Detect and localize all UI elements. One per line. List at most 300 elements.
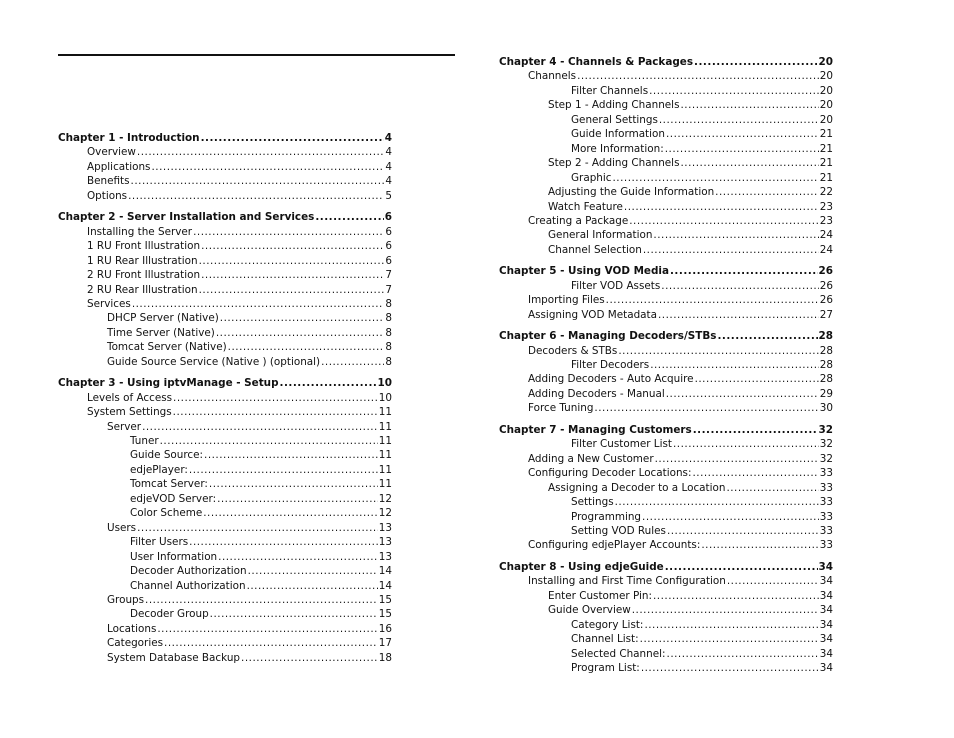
toc-page-number: 11 — [378, 406, 392, 419]
toc-page-number: 33 — [819, 510, 833, 523]
toc-entry-label: Channel Authorization — [130, 579, 246, 592]
dot-leader — [666, 127, 819, 141]
dot-leader — [209, 477, 378, 491]
toc-entry[interactable] — [571, 524, 833, 538]
dot-leader — [665, 560, 818, 574]
toc-entry[interactable] — [130, 579, 392, 593]
toc-entry-label: Program List: — [571, 662, 640, 674]
toc-entry-label: Applications — [87, 160, 151, 173]
dot-leader — [145, 593, 378, 607]
toc-page-number: 23 — [819, 214, 833, 227]
toc-entry[interactable] — [571, 142, 833, 156]
dot-leader — [650, 358, 819, 372]
toc-entry-label: Decoder Authorization — [130, 565, 247, 578]
toc-entry-label: Creating a Package — [528, 214, 629, 227]
dot-leader — [216, 326, 385, 340]
toc-entry[interactable] — [107, 340, 392, 354]
dot-leader — [189, 463, 378, 477]
toc-page-number: 8 — [385, 312, 392, 325]
dot-leader — [201, 239, 384, 253]
toc-entry-label: Settings — [571, 496, 614, 509]
toc-page-number: 6 — [385, 225, 392, 238]
toc-page-number: 11 — [378, 463, 392, 476]
toc-entry[interactable] — [548, 481, 833, 495]
dot-leader — [655, 452, 819, 466]
toc-entry[interactable] — [107, 622, 392, 636]
toc-entry[interactable] — [548, 603, 833, 617]
dot-leader — [681, 156, 819, 170]
toc-entry-label: Guide Information — [571, 128, 665, 141]
dot-leader — [131, 174, 385, 188]
dot-leader — [666, 387, 819, 401]
toc-entry-label: Chapter 7 - Managing Customers — [499, 423, 692, 436]
dot-leader — [667, 647, 819, 661]
toc-entry-label: Decoder Group — [130, 608, 209, 621]
toc-entry-label: 2 RU Front Illustration — [87, 269, 201, 282]
toc-page-number: 15 — [378, 593, 392, 606]
toc-page-number: 20 — [819, 113, 833, 126]
toc-entry[interactable] — [571, 84, 833, 98]
toc-entry[interactable] — [130, 506, 392, 520]
toc-page-number: 34 — [819, 647, 833, 660]
toc-entry[interactable] — [571, 171, 833, 185]
toc-page-number: 33 — [819, 467, 833, 480]
toc-entry-label: Filter Customer List — [571, 438, 672, 451]
toc-entry-label: Configuring edjePlayer Accounts: — [528, 539, 701, 552]
toc-entry-label: Force Tuning — [528, 402, 594, 415]
toc-entry-label: Chapter 4 - Channels & Packages — [499, 56, 694, 68]
dot-leader — [128, 189, 384, 203]
toc-entry[interactable] — [107, 311, 392, 325]
toc-entry-label: Adjusting the Guide Information — [548, 186, 715, 199]
toc-page-number: 30 — [819, 402, 833, 415]
toc-entry[interactable] — [107, 636, 392, 650]
toc-entry-label: Chapter 8 - Using edjeGuide — [499, 560, 664, 573]
toc-entry-label: Chapter 1 - Introduction — [58, 132, 200, 144]
dot-leader — [653, 589, 819, 603]
toc-entry[interactable] — [107, 521, 392, 535]
toc-entry[interactable] — [87, 225, 392, 239]
dot-leader — [203, 506, 378, 520]
toc-page-number: 13 — [378, 536, 392, 549]
toc-page-number: 8 — [385, 341, 392, 354]
dot-leader — [726, 481, 818, 495]
toc-page-number: 29 — [819, 387, 833, 400]
toc-entry[interactable] — [87, 189, 392, 203]
dot-leader — [204, 448, 378, 462]
dot-leader — [241, 651, 378, 665]
dot-leader — [624, 200, 819, 214]
dot-leader — [615, 495, 819, 509]
toc-entry[interactable] — [107, 326, 392, 340]
toc-entry[interactable] — [87, 268, 392, 282]
dot-leader — [315, 210, 383, 224]
toc-entry[interactable] — [107, 651, 392, 665]
dot-leader — [173, 391, 378, 405]
toc-page-number: 32 — [819, 452, 833, 465]
toc-entry-label: Overview — [87, 146, 136, 159]
dot-leader — [247, 579, 378, 593]
toc-entry-label: Chapter 5 - Using VOD Media — [499, 265, 669, 278]
toc-page-number: 10 — [377, 377, 392, 390]
toc-entry[interactable] — [107, 420, 392, 434]
toc-page-number: 8 — [385, 355, 392, 368]
toc-entry-label: Tomcat Server: — [130, 478, 208, 491]
toc-entry[interactable] — [130, 550, 392, 564]
toc-page-number: 33 — [819, 481, 833, 494]
toc-entry-label: General Settings — [571, 113, 658, 126]
toc-entry[interactable] — [528, 308, 833, 322]
toc-entry-label: Users — [107, 521, 137, 534]
dot-leader — [717, 329, 817, 343]
toc-page-number: 18 — [378, 651, 392, 664]
toc-entry-label: Tuner — [130, 435, 159, 447]
toc-page-number: 20 — [819, 99, 833, 112]
toc-entry[interactable] — [130, 477, 392, 491]
page-title — [58, 53, 455, 56]
toc-entry-label: Filter Channels — [571, 84, 649, 97]
toc-entry-label: 2 RU Rear Illustration — [87, 283, 198, 296]
toc-page-number: 20 — [819, 70, 833, 83]
toc-entry-label: Guide Overview — [548, 604, 631, 617]
toc-entry-label: System Settings — [87, 406, 172, 419]
toc-entry-label: Adding Decoders - Manual — [528, 387, 665, 400]
toc-entry-label: Locations — [107, 622, 157, 635]
dot-leader — [681, 98, 819, 112]
toc-entry[interactable] — [130, 463, 392, 477]
toc-entry[interactable] — [528, 372, 833, 386]
toc-entry[interactable] — [528, 69, 833, 83]
toc-entry[interactable] — [130, 492, 392, 506]
toc-page-number: 21 — [819, 171, 833, 184]
toc-entry-label: Configuring Decoder Locations: — [528, 467, 692, 480]
dot-leader — [643, 243, 819, 257]
toc-page-number: 6 — [384, 211, 392, 224]
toc-entry[interactable] — [130, 564, 392, 578]
dot-leader — [218, 550, 378, 564]
dot-leader — [653, 228, 818, 242]
toc-entry-label: Categories — [107, 637, 164, 650]
dot-leader — [659, 113, 819, 127]
toc-page-number: 20 — [818, 56, 833, 68]
dot-leader — [642, 510, 819, 524]
toc-page-number: 4 — [385, 160, 392, 173]
toc-entry[interactable] — [107, 593, 392, 607]
toc-page-number: 10 — [378, 391, 392, 404]
toc-page-number: 16 — [378, 622, 392, 635]
dot-leader — [132, 297, 385, 311]
dot-leader — [220, 311, 385, 325]
toc-entry[interactable] — [571, 437, 833, 451]
toc-page-number: 6 — [385, 240, 392, 253]
toc-entry-label: Server — [107, 420, 142, 433]
toc-page-number: 24 — [819, 229, 833, 242]
toc-entry[interactable] — [130, 434, 392, 448]
toc-entry-label: Installing the Server — [87, 225, 193, 238]
toc-entry-label: Groups — [107, 593, 145, 606]
toc-entry[interactable] — [571, 127, 833, 141]
dot-leader — [199, 283, 385, 297]
toc-entry[interactable] — [571, 661, 833, 675]
toc-entry-label: Step 1 - Adding Channels — [548, 99, 680, 112]
dot-leader — [151, 160, 384, 174]
toc-page-number: 8 — [385, 297, 392, 310]
dot-leader — [692, 466, 818, 480]
toc-page-number: 26 — [819, 294, 833, 307]
toc-entry-label: Levels of Access — [87, 391, 173, 404]
toc-page-number: 28 — [819, 373, 833, 386]
toc-entry[interactable] — [528, 538, 833, 552]
dot-leader — [693, 423, 818, 437]
toc-entry[interactable] — [528, 452, 833, 466]
toc-page-number: 34 — [819, 575, 833, 588]
toc-page-number: 21 — [819, 142, 833, 155]
dot-leader — [201, 131, 384, 145]
dot-leader — [640, 632, 819, 646]
toc-entry[interactable] — [548, 98, 833, 112]
toc-entry[interactable] — [571, 510, 833, 524]
toc-entry-label: Time Server (Native) — [107, 326, 215, 339]
toc-entry[interactable] — [548, 185, 833, 199]
toc-entry-label: Channel List: — [571, 633, 639, 646]
toc-entry-label: Services — [87, 297, 131, 310]
toc-entry[interactable] — [548, 243, 833, 257]
toc-entry-label: Chapter 2 - Server Installation and Services — [58, 211, 315, 224]
toc-entry[interactable] — [87, 254, 392, 268]
dot-leader — [727, 574, 819, 588]
toc-entry-label: Chapter 3 - Using iptvManage - Setup — [58, 377, 279, 390]
toc-entry[interactable] — [130, 448, 392, 462]
toc-entry[interactable] — [548, 156, 833, 170]
dot-leader — [189, 535, 378, 549]
dot-leader — [606, 293, 819, 307]
dot-leader — [594, 401, 818, 415]
toc-entry-label: Step 2 - Adding Channels — [548, 157, 680, 170]
toc-page-number: 14 — [378, 565, 392, 578]
toc-entry-label: Assigning VOD Metadata — [528, 308, 657, 321]
toc-page-number: 11 — [378, 435, 392, 447]
toc-entry-label: Importing Files — [528, 294, 605, 307]
toc-page-number: 4 — [385, 146, 392, 159]
toc-page-number: 32 — [818, 423, 833, 436]
toc-page-number: 17 — [378, 637, 392, 650]
dot-leader — [641, 661, 819, 675]
toc-entry-label: Options — [87, 189, 128, 202]
toc-page-number: 33 — [819, 539, 833, 552]
toc-chapter-entry[interactable] — [58, 210, 392, 224]
dot-leader — [210, 607, 378, 621]
toc-page-number: 7 — [385, 283, 392, 296]
dot-leader — [142, 420, 378, 434]
toc-page-number: 34 — [819, 604, 833, 617]
dot-leader — [673, 437, 819, 451]
dot-leader — [280, 376, 377, 390]
toc-page-number: 33 — [819, 524, 833, 537]
toc-page-number: 27 — [819, 308, 833, 321]
toc-entry-label: More Information: — [571, 142, 664, 155]
toc-chapter-entry[interactable] — [499, 423, 833, 437]
toc-page-number: 4 — [385, 175, 392, 188]
toc-entry-label: 1 RU Rear Illustration — [87, 254, 198, 267]
dot-leader — [667, 524, 819, 538]
toc-entry[interactable] — [528, 293, 833, 307]
dot-leader — [160, 434, 378, 448]
toc-page-number: 28 — [818, 330, 833, 343]
dot-leader — [193, 225, 384, 239]
dot-leader — [644, 618, 818, 632]
toc-page-number: 4 — [384, 132, 392, 144]
dot-leader — [658, 308, 819, 322]
toc-entry[interactable] — [87, 174, 392, 188]
toc-page-number: 28 — [819, 359, 833, 371]
toc-entry[interactable] — [130, 535, 392, 549]
toc-chapter-entry[interactable] — [58, 131, 392, 145]
toc-page-number: 33 — [819, 496, 833, 509]
toc-entry-label: Benefits — [87, 175, 130, 188]
toc-page-number: 26 — [818, 265, 833, 278]
toc-entry-label: Programming — [571, 510, 642, 523]
toc-chapter-entry[interactable] — [499, 560, 833, 574]
toc-entry-label: Graphic — [571, 171, 612, 184]
toc-page-number: 34 — [819, 633, 833, 646]
dot-leader — [701, 538, 818, 552]
toc-page-number: 15 — [378, 608, 392, 621]
toc-entry[interactable] — [87, 145, 392, 159]
toc-page-number: 14 — [378, 579, 392, 592]
dot-leader — [201, 268, 384, 282]
toc-page-number: 34 — [818, 560, 833, 573]
dot-leader — [164, 636, 378, 650]
toc-entry[interactable] — [528, 401, 833, 415]
toc-page-number: 11 — [378, 449, 392, 462]
toc-entry-label: General Information — [548, 229, 653, 242]
toc-chapter-entry[interactable] — [58, 376, 392, 390]
dot-leader — [695, 372, 819, 386]
toc-entry[interactable] — [571, 358, 833, 372]
toc-page-number: 6 — [385, 254, 392, 267]
toc-page-number: 7 — [385, 269, 392, 282]
toc-page-number: 21 — [819, 157, 833, 170]
dot-leader — [217, 492, 378, 506]
toc-entry-label: Color Scheme — [130, 507, 203, 520]
toc-entry-label: Guide Source Service (Native ) (optional) — [107, 355, 321, 368]
toc-page-number: 24 — [819, 243, 833, 256]
toc-entry[interactable] — [528, 387, 833, 401]
dot-leader — [228, 340, 385, 354]
toc-entry[interactable] — [528, 466, 833, 480]
dot-leader — [632, 603, 819, 617]
toc-entry-label: DHCP Server (Native) — [107, 312, 219, 325]
toc-page-number: 22 — [819, 186, 833, 199]
toc-entry-label: User Information — [130, 550, 218, 563]
toc-entry[interactable] — [107, 355, 392, 369]
dot-leader — [577, 69, 819, 83]
toc-page-number: 32 — [819, 438, 833, 451]
toc-entry[interactable] — [87, 160, 392, 174]
toc-entry[interactable] — [571, 279, 833, 293]
dot-leader — [173, 405, 378, 419]
toc-entry-label: Decoders & STBs — [528, 344, 618, 357]
toc-page-number: 12 — [378, 492, 392, 505]
dot-leader — [715, 185, 819, 199]
toc-entry[interactable] — [548, 200, 833, 214]
dot-leader — [670, 264, 818, 278]
dot-leader — [694, 55, 818, 69]
toc-page-number: 26 — [819, 279, 833, 292]
toc-entry[interactable] — [571, 618, 833, 632]
toc-entry-label: Setting VOD Rules — [571, 524, 666, 537]
toc-page-number: 5 — [385, 189, 392, 202]
toc-chapter-entry[interactable] — [499, 264, 833, 278]
dot-leader — [137, 521, 378, 535]
toc-page-number: 28 — [819, 344, 833, 357]
toc-chapter-entry[interactable] — [499, 329, 833, 343]
toc-chapter-entry[interactable] — [499, 55, 833, 69]
dot-leader — [248, 564, 378, 578]
toc-entry[interactable] — [571, 495, 833, 509]
toc-entry[interactable] — [87, 283, 392, 297]
toc-entry-label: Filter VOD Assets — [571, 279, 661, 292]
toc-entry-label: Filter Decoders — [571, 359, 650, 371]
toc-page-number: 13 — [378, 521, 392, 534]
toc-entry[interactable] — [571, 113, 833, 127]
dot-leader — [199, 254, 385, 268]
toc-entry[interactable] — [528, 574, 833, 588]
toc-entry[interactable] — [528, 214, 833, 228]
toc-entry[interactable] — [548, 589, 833, 603]
toc-entry-label: Adding Decoders - Auto Acquire — [528, 373, 694, 386]
toc-entry-label: Enter Customer Pin: — [548, 589, 652, 602]
toc-page-number: 12 — [378, 507, 392, 520]
toc-entry[interactable] — [548, 228, 833, 242]
toc-page-number: 34 — [819, 618, 833, 631]
toc-entry-label: Filter Users — [130, 536, 189, 549]
toc-page-number: 23 — [819, 200, 833, 213]
toc-page-number: 20 — [819, 84, 833, 97]
toc-entry-label: Adding a New Customer — [528, 452, 654, 465]
toc-page-number: 21 — [819, 128, 833, 141]
toc-entry-label: 1 RU Front Illustration — [87, 240, 201, 253]
toc-page-number: 13 — [378, 550, 392, 563]
toc-entry-label: Selected Channel: — [571, 647, 666, 660]
toc-entry-label: edjeVOD Server: — [130, 492, 217, 505]
toc-entry[interactable] — [87, 391, 392, 405]
dot-leader — [137, 145, 384, 159]
toc-entry[interactable] — [130, 607, 392, 621]
dot-leader — [321, 355, 384, 369]
dot-leader — [618, 344, 818, 358]
toc-entry[interactable] — [528, 344, 833, 358]
dot-leader — [649, 84, 819, 98]
toc-entry-label: edjePlayer: — [130, 463, 188, 476]
toc-entry[interactable] — [571, 632, 833, 646]
toc-entry-label: Guide Source: — [130, 449, 204, 462]
toc-page-number: 11 — [378, 478, 392, 491]
toc-entry[interactable] — [87, 297, 392, 311]
toc-page-number: 34 — [819, 662, 833, 674]
toc-entry[interactable] — [87, 405, 392, 419]
toc-entry-label: System Database Backup — [107, 651, 241, 664]
toc-entry-label: Installing and First Time Configuration — [528, 575, 726, 588]
toc-entry-label: Tomcat Server (Native) — [107, 341, 227, 354]
dot-leader — [629, 214, 819, 228]
toc-page-number: 34 — [819, 589, 833, 602]
toc-page-number: 8 — [385, 326, 392, 339]
toc-entry[interactable] — [87, 239, 392, 253]
toc-entry[interactable] — [571, 647, 833, 661]
toc-entry-label: Channels — [528, 70, 577, 83]
dot-leader — [612, 171, 818, 185]
